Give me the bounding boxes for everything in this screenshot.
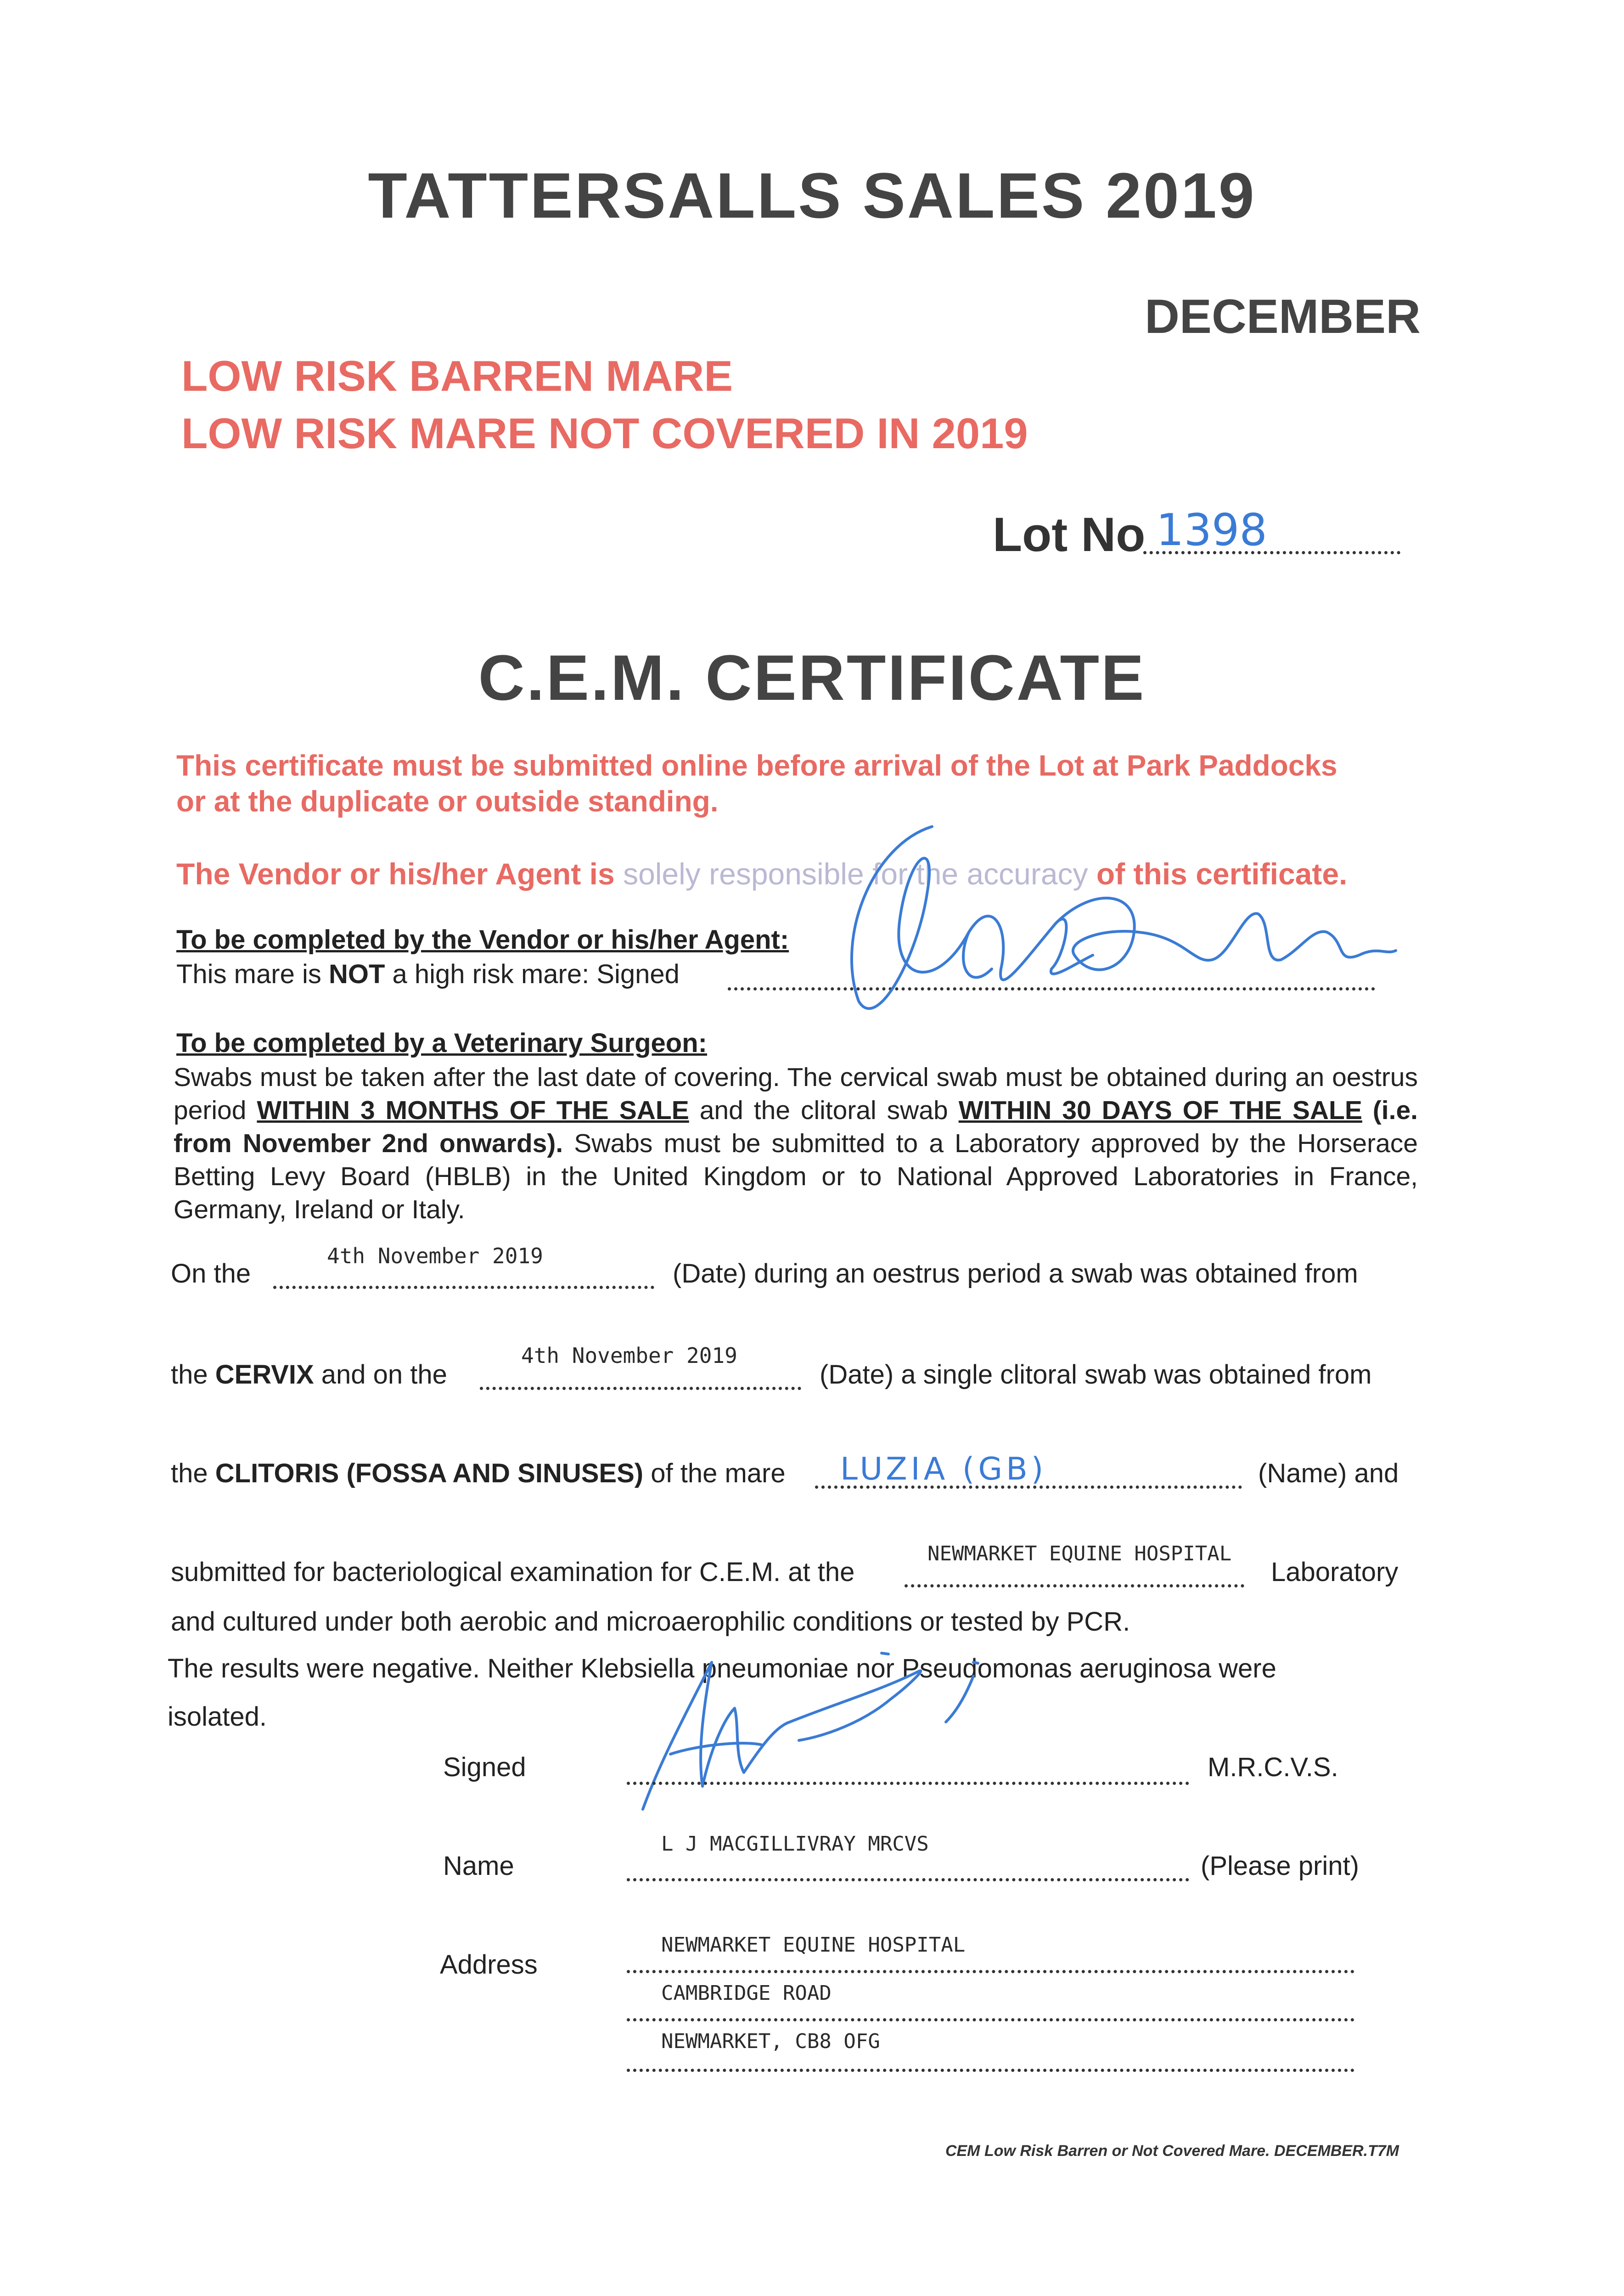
title-part-1: TATTERSALLS bbox=[368, 159, 843, 231]
vet-signature-line bbox=[627, 1782, 1189, 1785]
vet-name-value: L J MACGILLIVRAY MRCVS bbox=[661, 1832, 929, 1856]
please-print-label: (Please print) bbox=[1201, 1851, 1359, 1881]
sale-month: DECEMBER bbox=[1145, 290, 1421, 343]
vendor-declaration: This mare is NOT a high risk mare: Signed bbox=[176, 959, 680, 989]
submission-notice-line-1: This certificate must be submitted online before arrival of the Lot at Park Paddocks bbox=[176, 749, 1337, 782]
date1-line bbox=[273, 1286, 654, 1289]
address-label: Address bbox=[440, 1950, 538, 1980]
address-line-3: NEWMARKET, CB8 OFG bbox=[661, 2030, 880, 2053]
form-reference-footer: CEM Low Risk Barren or Not Covered Mare. DECEMBER.T7M bbox=[945, 2142, 1399, 2160]
risk-category-1: LOW RISK BARREN MARE bbox=[181, 352, 733, 400]
vet-signature bbox=[624, 1635, 1019, 1828]
lot-number-label: Lot No bbox=[993, 508, 1146, 562]
title-part-2: SALES 2019 bbox=[862, 159, 1256, 231]
lot-number-value: 1398 bbox=[1156, 505, 1267, 556]
date1-suffix: (Date) during an oestrus period a swab was obtained from bbox=[673, 1259, 1358, 1289]
submission-notice-line-2: or at the duplicate or outside standing. bbox=[176, 785, 719, 818]
clitoris-line-text: the CLITORIS (FOSSA AND SINUSES) of the mare bbox=[171, 1458, 786, 1488]
laboratory-line bbox=[905, 1584, 1244, 1587]
vet-section-heading: To be completed by a Veterinary Surgeon: bbox=[176, 1028, 707, 1058]
address-line-1: NEWMARKET EQUINE HOSPITAL bbox=[661, 1933, 966, 1957]
address-line-3-dots bbox=[627, 2069, 1354, 2072]
cultured-text: and cultured under both aerobic and microaerophilic conditions or tested by PCR. bbox=[171, 1607, 1130, 1637]
mare-name: LUZIA (GB) bbox=[840, 1451, 1047, 1487]
mrcvs-label: M.R.C.V.S. bbox=[1208, 1752, 1338, 1782]
address-line-2-dots bbox=[627, 2018, 1354, 2021]
document-title bbox=[0, 158, 1624, 233]
on-the-label: On the bbox=[171, 1259, 251, 1289]
name-suffix: (Name) and bbox=[1258, 1458, 1399, 1488]
date2-suffix: (Date) a single clitoral swab was obtained from bbox=[820, 1360, 1372, 1390]
submitted-text: submitted for bacteriological examination for C.E.M. at the bbox=[171, 1557, 855, 1587]
certificate-title: C.E.M. CERTIFICATE bbox=[478, 642, 1146, 714]
risk-category-2: LOW RISK MARE NOT COVERED IN 2019 bbox=[181, 409, 1028, 457]
vet-name-label: Name bbox=[443, 1851, 514, 1881]
responsibility-notice-start: The Vendor or his/her Agent is bbox=[176, 857, 615, 891]
vendor-section-heading: To be completed by the Vendor or his/her Agent: bbox=[176, 925, 789, 955]
vet-instructions-paragraph: Swabs must be taken after the last date of covering. The cervical swab must be obtained during an oestrus period WITHIN 3 MONTHS OF THE SALE and the clitoral swab WITHIN 30 DAYS OF THE SALE (i.e. from November 2nd onwards). Swabs must be submitted to a Laboratory approved by the Horserace Betting Levy Board (HBLB) in the United Kingdom or to National Approved Laboratories in France, Germany, Ireland or Italy. bbox=[174, 1063, 1418, 1224]
responsibility-notice-faint: solely responsible for the accuracy bbox=[623, 857, 1088, 891]
isolated-text: isolated. bbox=[168, 1702, 267, 1732]
results-text: The results were negative. Neither Klebsiella pneumoniae nor Pseudomonas aeruginosa were bbox=[168, 1654, 1276, 1683]
vet-name-line bbox=[627, 1878, 1189, 1881]
laboratory-name: NEWMARKET EQUINE HOSPITAL bbox=[927, 1542, 1232, 1565]
clitoral-swab-date: 4th November 2019 bbox=[521, 1343, 737, 1368]
laboratory-label: Laboratory bbox=[1271, 1557, 1399, 1587]
address-line-1-dots bbox=[627, 1970, 1354, 1973]
responsibility-notice-end: of this certificate. bbox=[1096, 857, 1348, 891]
cervix-swab-date: 4th November 2019 bbox=[327, 1244, 543, 1268]
vendor-signature bbox=[817, 817, 1414, 1038]
date2-line bbox=[480, 1387, 801, 1390]
address-line-2: CAMBRIDGE ROAD bbox=[661, 1981, 832, 2005]
vet-signed-label: Signed bbox=[443, 1752, 526, 1782]
cervix-line-text: the CERVIX and on the bbox=[171, 1360, 447, 1390]
